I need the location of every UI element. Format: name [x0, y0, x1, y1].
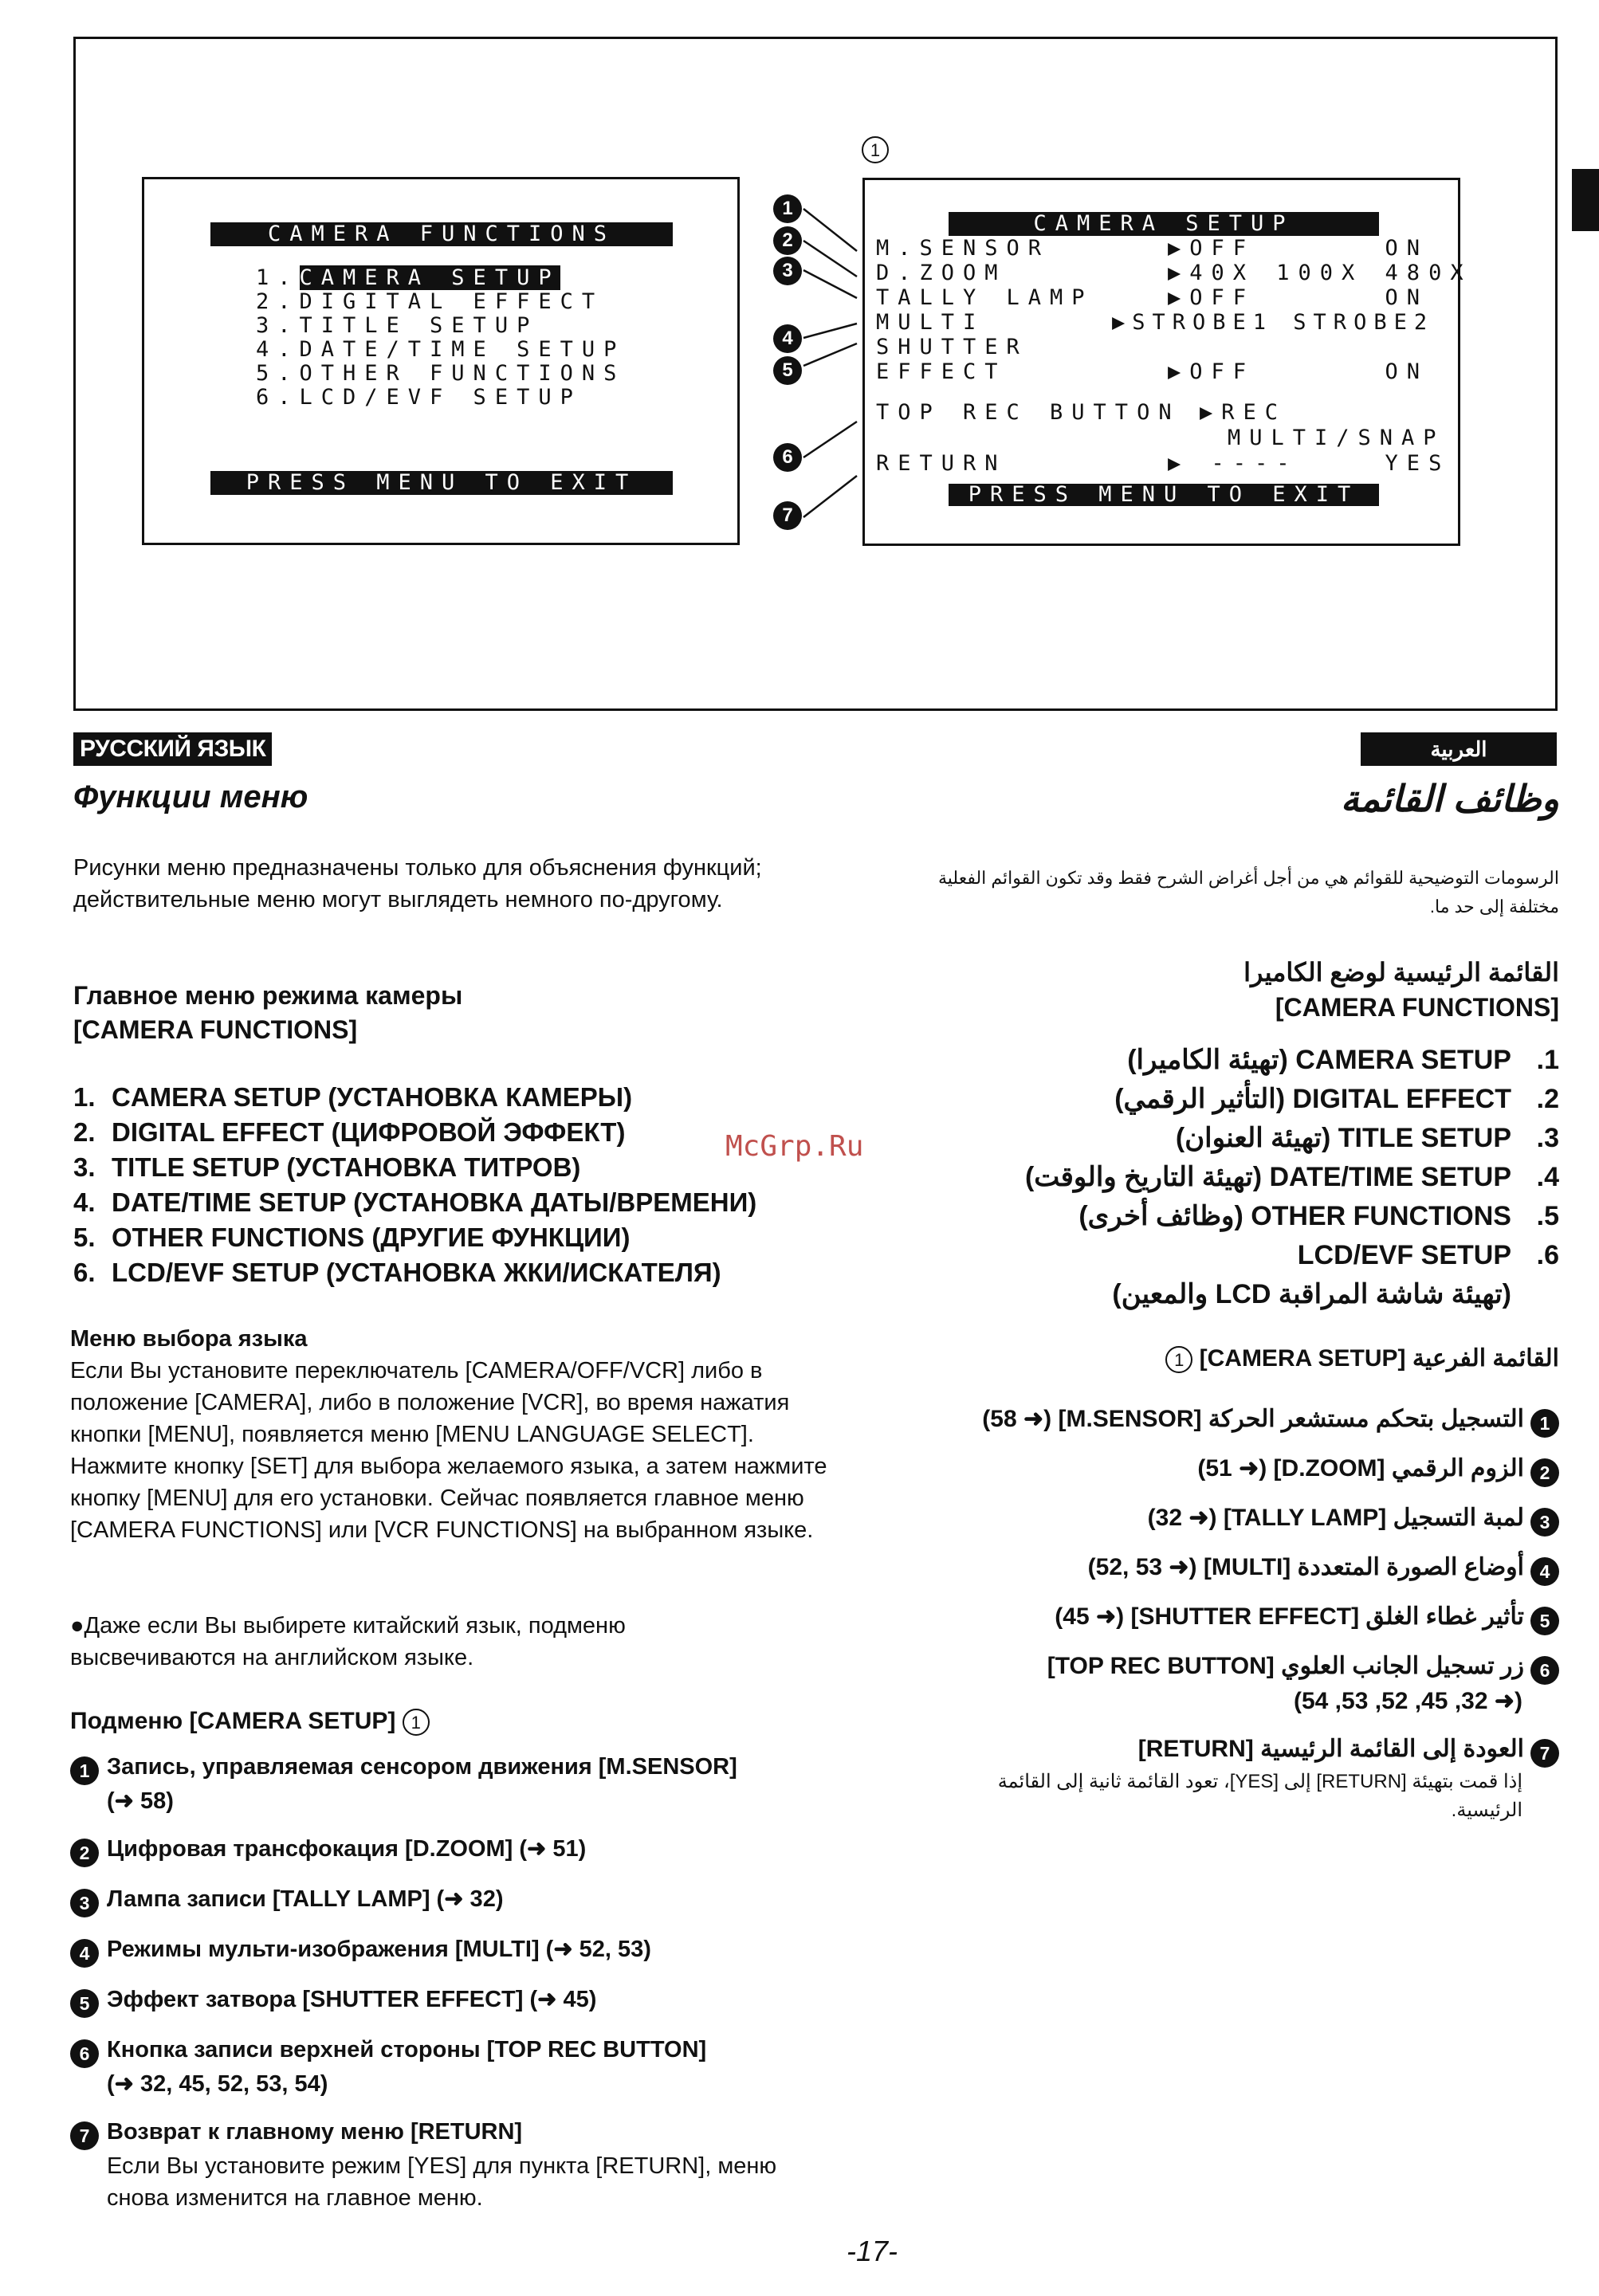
page-title-ru: Функции меню: [73, 779, 308, 814]
submenu-heading-ru: Подменю [CAMERA SETUP] 1: [70, 1704, 430, 1738]
list-item: 1التسجيل بتحكم مستشعر الحركة [M.SENSOR] (➜ 58): [842, 1403, 1559, 1438]
setup-value-dzoom: ▶40X 100X 480X: [1168, 261, 1472, 285]
menu-item-6: 6.LCD/EVF SETUP: [256, 385, 582, 410]
list-item: 2. DIGITAL EFFECT (ЦИФРОВОЙ ЭФФЕКТ): [73, 1117, 626, 1147]
page-number: -17-: [847, 2235, 898, 2267]
menu-item-4: 4.DATE/TIME SETUP: [256, 337, 626, 362]
list-item: 3.TITLE SETUP (تهيئة العنوان): [1175, 1123, 1559, 1153]
watermark: McGrp.Ru: [725, 1130, 864, 1163]
setup-row-tally: TALLY LAMP: [876, 285, 1094, 310]
camera-setup-screen: [862, 178, 1472, 546]
menu-item-2: 2.DIGITAL EFFECT: [256, 289, 604, 314]
setup-value-return: ▶ ---- YES: [1168, 451, 1451, 476]
intro-ar: الرسومات التوضيحية للقوائم هي من أجل أغراض الشرح فقط وقد تكون القوائم الفعلية مختلفة إلى حد ما.: [938, 868, 1559, 916]
list-item: 5تأثير غطاء الغلق [SHUTTER EFFECT] (➜ 45): [842, 1600, 1559, 1635]
list-item: 4. DATE/TIME SETUP (УСТАНОВКА ДАТЫ/ВРЕМЕНИ): [73, 1187, 757, 1217]
setup-row-toprec: TOP REC BUTTON: [876, 400, 1181, 425]
setup-value-effect: ▶OFF ON: [1168, 359, 1429, 384]
press-menu-footer: PRESS MENU TO EXIT: [210, 471, 673, 495]
list-item: 4 Режимы мульти-изображения [MULTI] (➜ 52, 53): [70, 1933, 835, 1968]
lang-label-ar: العربية: [1361, 732, 1557, 766]
list-item: 5 Эффект затвора [SHUTTER EFFECT] (➜ 45): [70, 1984, 835, 2018]
setup-row-msensor: M.SENSOR: [876, 236, 1051, 261]
setup-row-shutter: SHUTTER: [876, 335, 1028, 359]
list-item: 4أوضاع الصورة المتعددة [MULTI] (➜ 52, 53): [842, 1551, 1559, 1586]
setup-row-dzoom: D.ZOOM: [876, 261, 1007, 285]
badge-5: 5: [773, 356, 802, 385]
badge-7: 7: [773, 501, 802, 530]
camera-setup-title: CAMERA SETUP: [949, 212, 1379, 236]
badge-3: 3: [773, 257, 802, 285]
setup-row-multi: MULTI: [876, 310, 985, 335]
list-item: 1.CAMERA SETUP (تهيئة الكاميرا): [1127, 1045, 1559, 1075]
list-item: 6 Кнопка записи верхней стороны [TOP REC BUTTON] (➜ 32, 45, 52, 53, 54): [70, 2034, 835, 2100]
menu-item-3: 3.TITLE SETUP: [256, 313, 539, 338]
list-item: 2.DIGITAL EFFECT (التأثير الرقمي): [1114, 1084, 1559, 1114]
setup-value-multisnap: MULTI/SNAP: [1228, 426, 1445, 450]
main-menu-list-ar: [906, 1041, 1559, 1314]
list-item: 7العودة إلى القائمة الرئيسية [RETURN] إذا قمت بتهيئة [RETURN] إلى [YES]، تعود القائمة ثانية إلى القائمة الرئيسية.: [842, 1733, 1559, 1825]
setup-value-tally: ▶OFF ON: [1168, 285, 1429, 310]
setup-press-menu-footer: PRESS MENU TO EXIT: [949, 484, 1379, 506]
menu-item-5: 5.OTHER FUNCTIONS: [256, 361, 626, 386]
intro-ru: Рисунки меню предназначены только для объяснения функций; действительные меню могут выглядеть немного по-другому.: [73, 855, 762, 913]
submenu-heading-ar: القائمة الفرعية [CAMERA SETUP] 1: [1165, 1342, 1559, 1376]
list-item: 6. LCD/EVF SETUP (УСТАНОВКА ЖКИ/ИСКАТЕЛЯ): [73, 1258, 721, 1287]
lang-select-text-ru: Если Вы установите переключатель [CAMERA/OFF/VCR] либо в положение [CAMERA], либо в положение [VCR], во время нажатия кнопки [MENU], появляется меню [MENU LANGUAGE SELECT]. Нажмите кнопку [SET] для выбора желаемого языка, а затем нажмите кнопку [MENU] для его установки. Сейчас появляется главное меню [CAMERA FUNCTIONS] или [VCR FUNCTIONS] на выбранном языке.: [70, 1358, 827, 1543]
setup-value-multi: ▶STROBE1 STROBE2: [1112, 310, 1435, 335]
setup-value-toprec: ▶REC: [1200, 400, 1287, 425]
list-item: 5. OTHER FUNCTIONS (ДРУГИЕ ФУНКЦИИ): [73, 1223, 631, 1252]
badge-4: 4: [773, 324, 802, 353]
list-item: 2الزوم الرقمي [D.ZOOM] (➜ 51): [842, 1452, 1559, 1487]
badge-1: 1: [773, 194, 802, 223]
note-ru: ●Даже если Вы выбирете китайский язык, подменю высвечиваются на английском языке.: [70, 1613, 626, 1670]
setup-row-return: RETURN: [876, 451, 1007, 476]
list-item: 4.DATE/TIME SETUP (تهيئة التاريخ والوقت): [1024, 1162, 1559, 1192]
main-menu-heading-ru: Главное меню режима камеры [CAMERA FUNCTIONS]: [73, 981, 463, 1044]
page-title-ar: وظائف القائمة: [1340, 778, 1559, 819]
list-item: 3لمبة التسجيل [TALLY LAMP] (➜ 32): [842, 1501, 1559, 1537]
main-menu-list-ru: [73, 1080, 756, 1290]
submenu-list-ar: [842, 1403, 1559, 1825]
submenu-list-ru: [70, 1751, 835, 2214]
list-item: 6.LCD/EVF SETUP: [1297, 1240, 1559, 1270]
list-item: 6زر تسجيل الجانب العلوي [TOP REC BUTTON] (➜ 32, 45, 52, 53, 54): [842, 1650, 1559, 1718]
callout-1: 1: [862, 136, 889, 163]
list-item: 1 Запись, управляемая сенсором движения [M.SENSOR] (➜ 58): [70, 1751, 835, 1817]
lang-label-ru: РУССКИЙ ЯЗЫК: [73, 732, 272, 766]
list-item: 1. CAMERA SETUP (УСТАНОВКА КАМЕРЫ): [73, 1082, 633, 1112]
menu-figure: [73, 37, 1558, 711]
list-item: 3 Лампа записи [TALLY LAMP] (➜ 32): [70, 1883, 835, 1917]
menu-item-1: 1.CAMERA SETUP: [256, 265, 560, 290]
main-menu-heading-ar: القائمة الرئيسية لوضع الكاميرا [CAMERA FUNCTIONS]: [1243, 958, 1559, 1022]
badge-6: 6: [773, 443, 802, 472]
list-item: 5.OTHER FUNCTIONS (وظائف أخرى): [1078, 1201, 1559, 1231]
selected-item-camera-setup: CAMERA SETUP: [299, 265, 560, 290]
setup-value-msensor: ▶OFF ON: [1168, 236, 1429, 261]
list-item: 7 Возврат к главному меню [RETURN] Если Вы установите режим [YES] для пункта [RETURN], меню снова изменится на главное меню.: [70, 2116, 835, 2214]
list-item: (تهيئة شاشة المراقبة LCD والمعين): [1112, 1279, 1511, 1309]
list-item: 3. TITLE SETUP (УСТАНОВКА ТИТРОВ): [73, 1152, 581, 1182]
lang-select-heading-ru: Меню выбора языка: [70, 1326, 308, 1352]
list-item: 2 Цифровая трансфокация [D.ZOOM] (➜ 51): [70, 1833, 835, 1867]
badge-2: 2: [773, 226, 802, 255]
setup-row-effect: EFFECT: [876, 359, 1007, 384]
camera-functions-title: CAMERA FUNCTIONS: [210, 222, 673, 246]
page-edge-tab: [1572, 169, 1599, 231]
